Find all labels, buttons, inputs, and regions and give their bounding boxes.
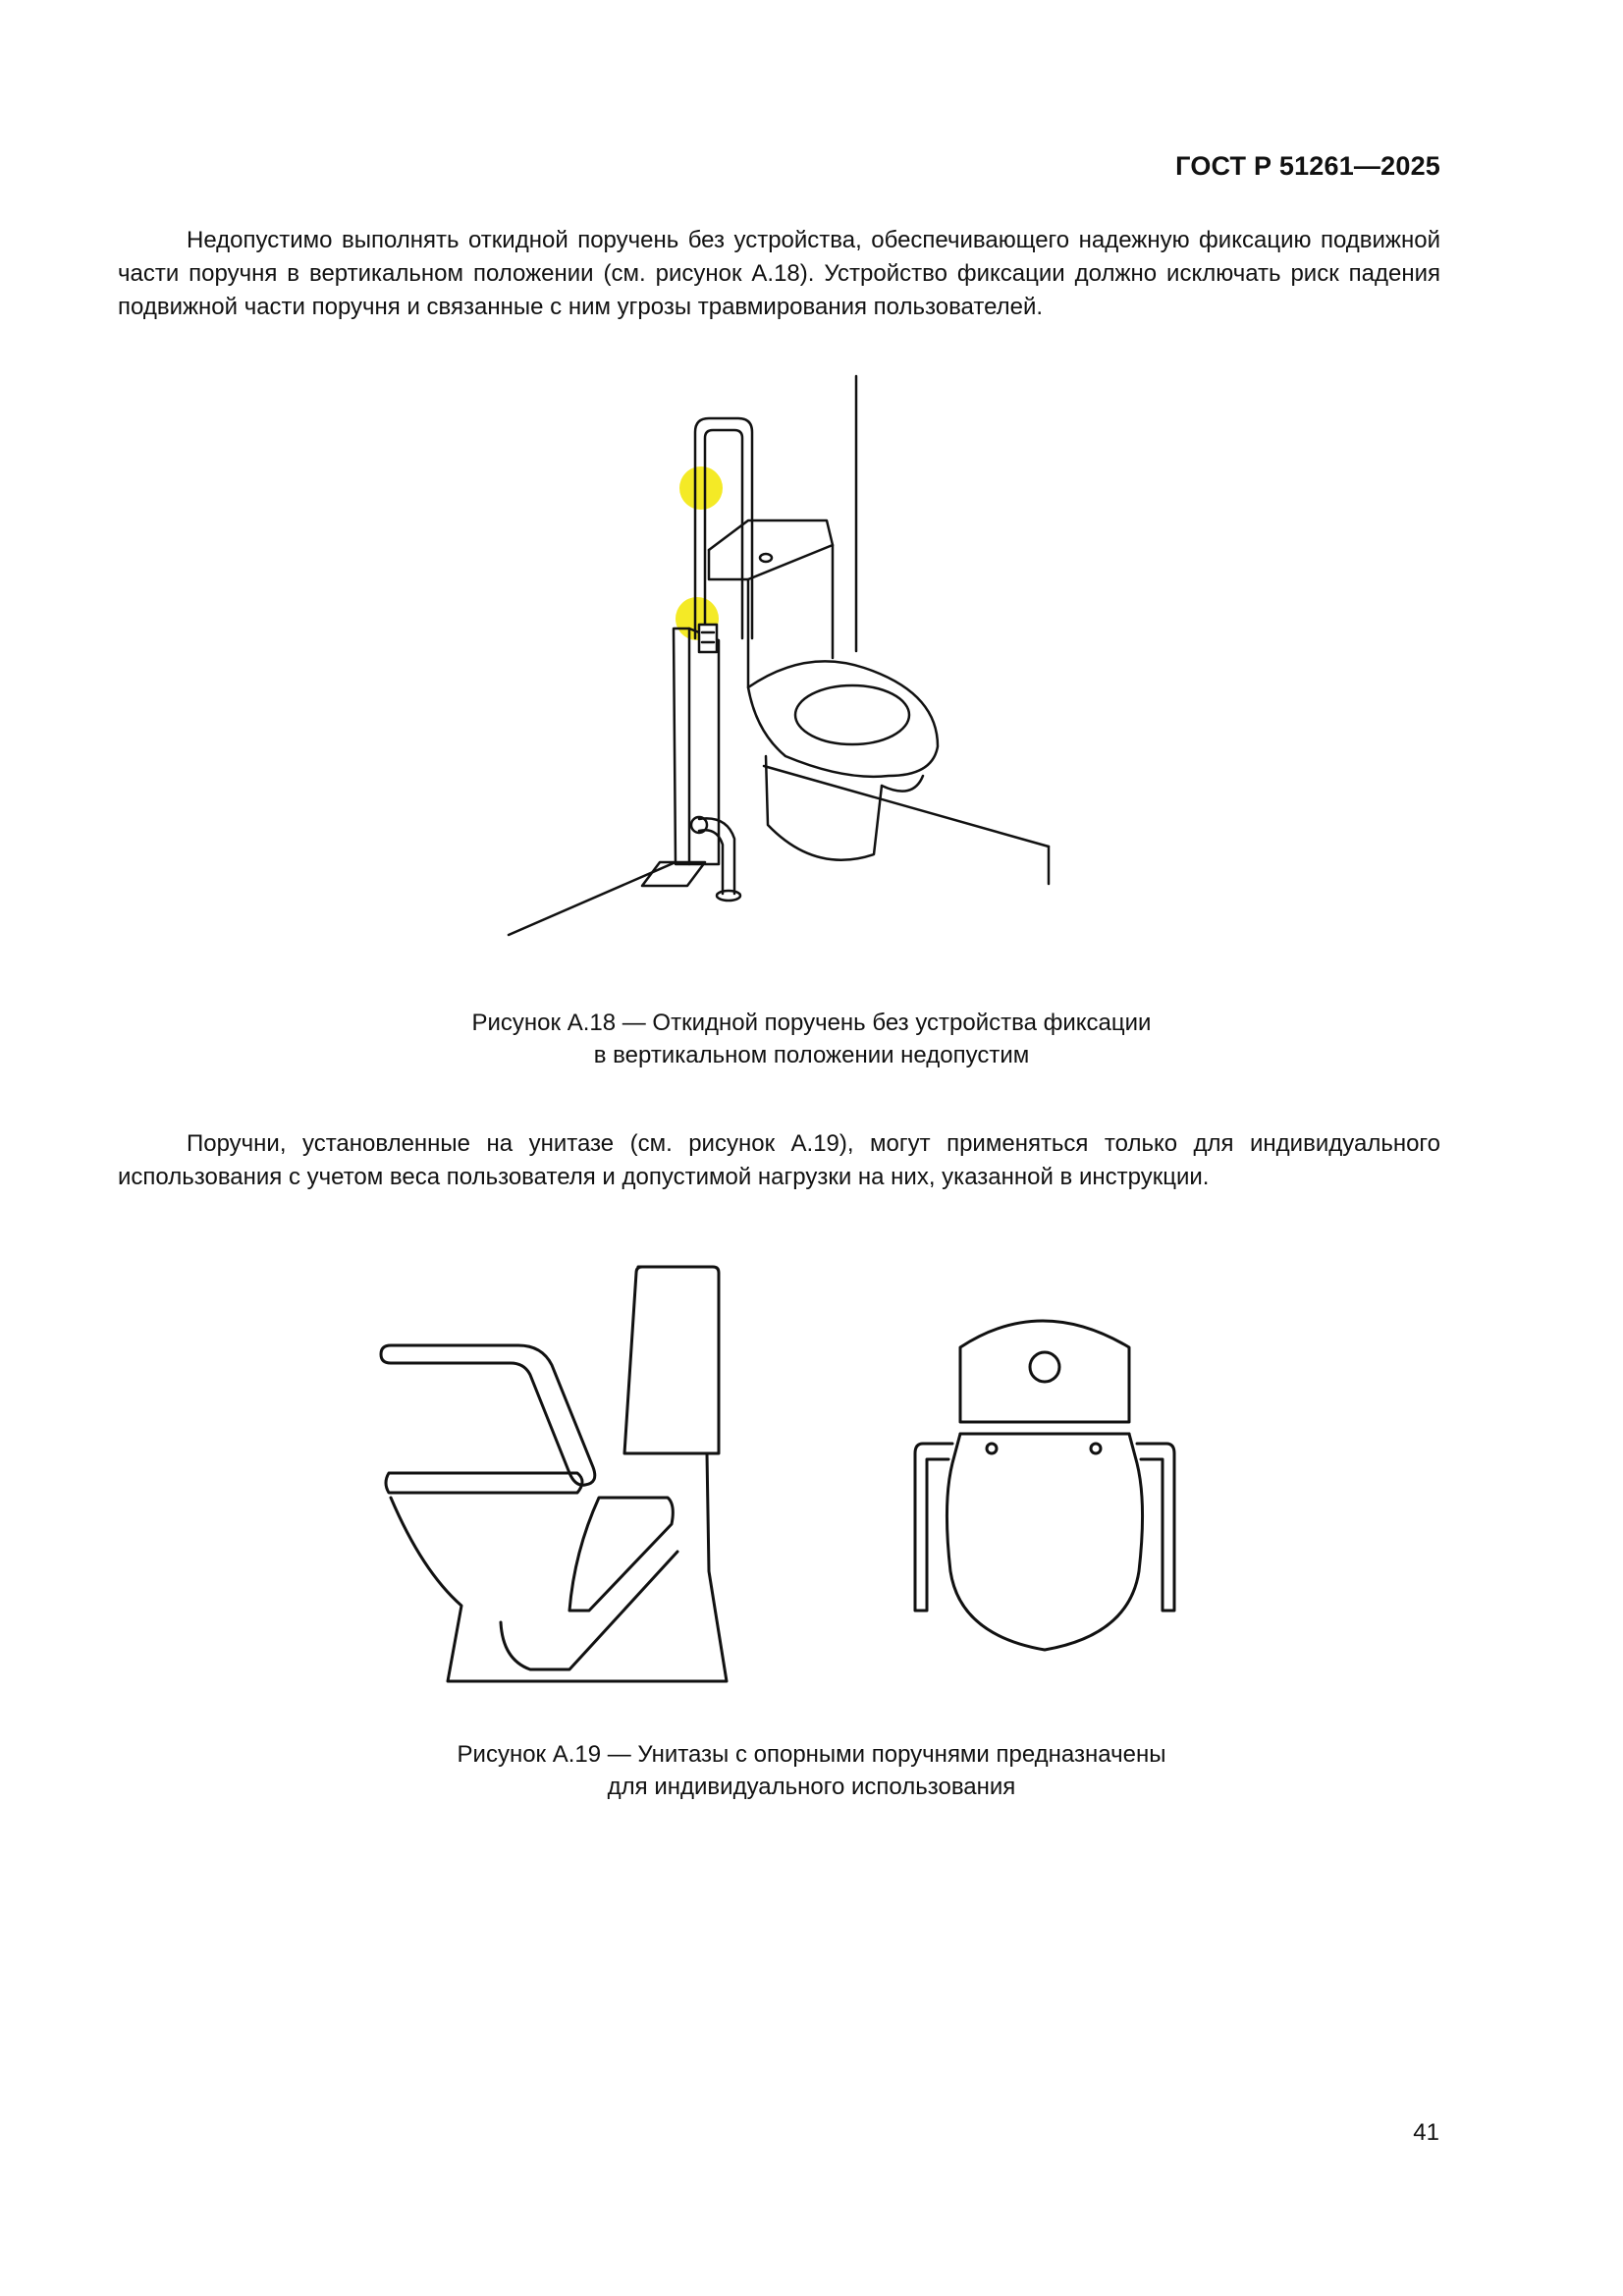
highlight-mark-upper bbox=[679, 466, 723, 510]
figure-a18-illustration bbox=[471, 373, 1080, 962]
paragraph-fixation-text: Недопустимо выполнять откидной поручень без устройства, обеспечивающего надежную фиксацию подвижной части поручня в вертикальном положении (см. рисунок А.18). Устройство фиксации должно исключать риск падения подвижной части поручня и связанные с ним угрозы травмирования пользователей. bbox=[118, 227, 1440, 320]
toilet-side-view bbox=[386, 1267, 727, 1681]
toilet-top-tank bbox=[960, 1321, 1129, 1422]
figure-a19-caption-line2: для индивидуального использования bbox=[607, 1774, 1016, 1800]
figure-a19-illustration bbox=[373, 1247, 1208, 1699]
document-code: ГОСТ Р 51261—2025 bbox=[1175, 151, 1440, 181]
figure-a19-caption bbox=[0, 1738, 1623, 1803]
toilet-top-view bbox=[947, 1321, 1142, 1650]
floor-rail bbox=[691, 817, 740, 901]
room-corner-lines bbox=[509, 376, 1049, 935]
grab-rail-side-view bbox=[381, 1345, 595, 1485]
figure-a19-caption-line1: Рисунок А.19 — Унитазы с опорными поручнями предназначены bbox=[457, 1741, 1166, 1768]
page-number: 41 bbox=[1413, 2119, 1439, 2146]
figure-a18-caption bbox=[0, 1007, 1623, 1071]
paragraph-individual-use bbox=[118, 1127, 1440, 1194]
paragraph-individual-use-text: Поручни, установленные на унитазе (см. рисунок А.19), могут применяться только для индивидуального использования с учетом веса пользователя и допустимой нагрузки на них, указанной в инструкции. bbox=[118, 1130, 1440, 1190]
figure-a18-caption-line1: Рисунок А.18 — Откидной поручень без устройства фиксации bbox=[471, 1010, 1152, 1036]
figure-a18-caption-line2: в вертикальном положении недопустим bbox=[593, 1042, 1030, 1068]
toilet-bowl bbox=[748, 661, 938, 859]
toilet-side-lid bbox=[386, 1473, 582, 1493]
paragraph-fixation bbox=[118, 224, 1440, 324]
support-post bbox=[642, 625, 719, 886]
toilet-side-tank bbox=[624, 1267, 719, 1453]
toilet-top-seat bbox=[947, 1434, 1142, 1650]
toilet-side-bowl bbox=[391, 1453, 727, 1681]
